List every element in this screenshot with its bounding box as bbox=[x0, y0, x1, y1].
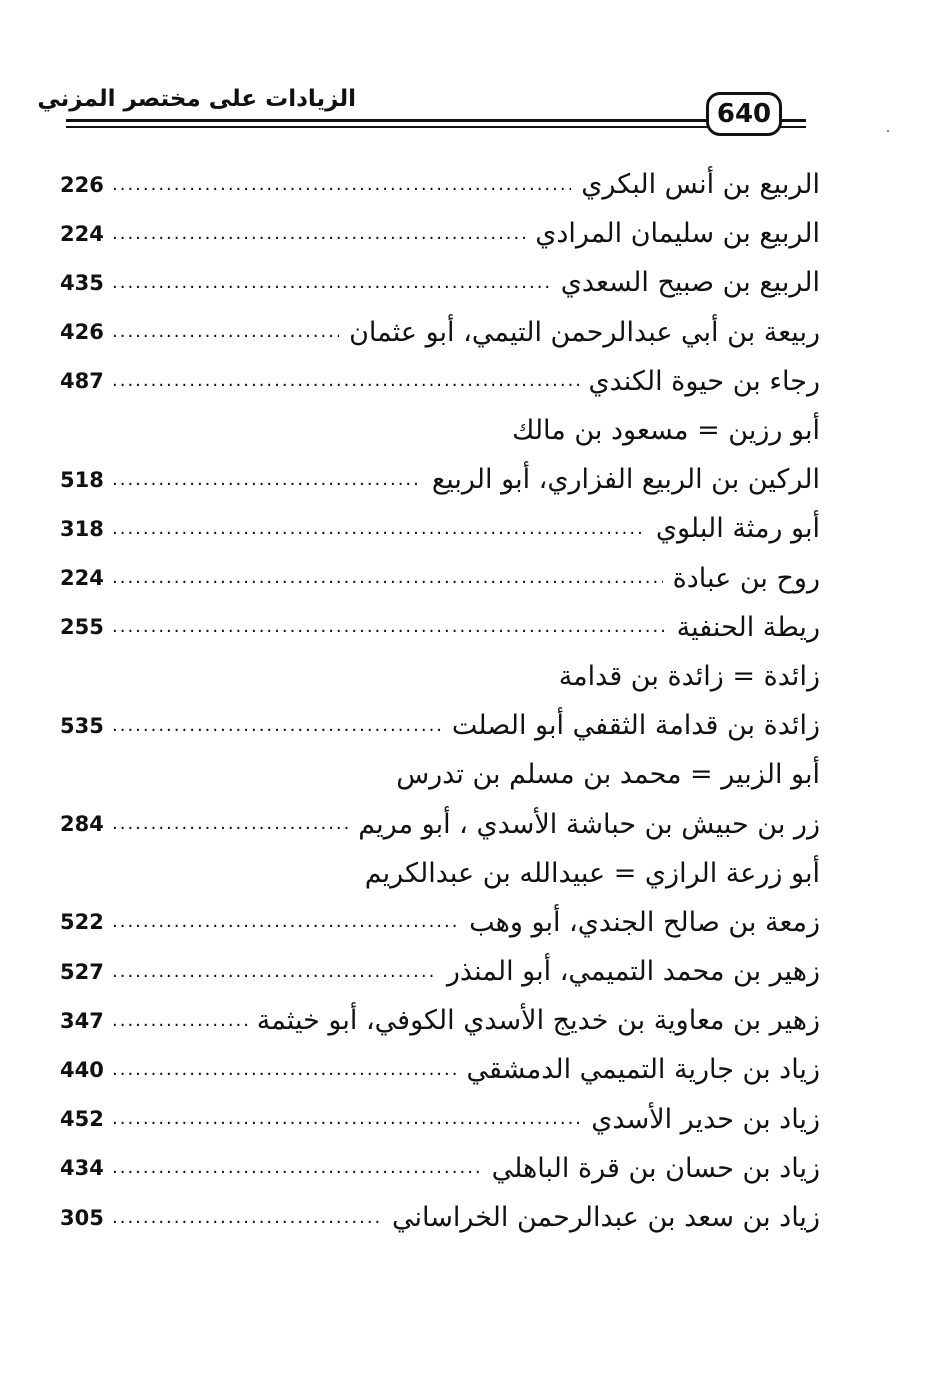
scan-speck bbox=[887, 130, 889, 132]
entry-name: زياد بن جارية التميمي الدمشقي bbox=[466, 1054, 820, 1086]
index-entry bbox=[60, 160, 820, 209]
dot-leader bbox=[112, 812, 348, 836]
dot-leader bbox=[112, 960, 437, 984]
entry-page-number: 518 bbox=[60, 467, 104, 492]
dot-leader bbox=[112, 1058, 456, 1082]
index-entry bbox=[60, 258, 820, 307]
entry-name: زياد بن حسان بن قرة الباهلي bbox=[491, 1152, 820, 1184]
entry-name: زمعة بن صالح الجندي، أبو وهب bbox=[469, 906, 820, 938]
entry-name: الربيع بن سليمان المرادي bbox=[535, 218, 820, 250]
dot-leader bbox=[112, 468, 422, 492]
index-entry bbox=[60, 701, 820, 750]
entry-page-number: 224 bbox=[60, 566, 104, 591]
entry-name: زائدة = زائدة بن قدامة bbox=[558, 660, 820, 692]
dot-leader bbox=[112, 222, 525, 246]
entry-name: أبو رزين = مسعود بن مالك bbox=[512, 415, 820, 447]
entry-name: أبو رمثة البلوي bbox=[655, 513, 820, 545]
entry-page-number: 284 bbox=[60, 812, 104, 837]
dot-leader bbox=[112, 566, 663, 590]
entry-name: ريطة الحنفية bbox=[676, 611, 820, 643]
dot-leader bbox=[112, 910, 459, 934]
entry-page-number: 527 bbox=[60, 959, 104, 984]
dot-leader bbox=[112, 320, 339, 344]
index-entry bbox=[60, 1144, 820, 1193]
entry-name: زهير بن معاوية بن خديج الأسدي الكوفي، أبو خيثمة bbox=[256, 1005, 820, 1037]
index-entry bbox=[60, 357, 820, 406]
index-entry bbox=[60, 1193, 820, 1242]
cross-reference-entry bbox=[60, 750, 820, 799]
entry-page-number: 255 bbox=[60, 615, 104, 640]
dot-leader bbox=[112, 1009, 247, 1033]
dot-leader bbox=[112, 1156, 482, 1180]
index-entry bbox=[60, 947, 820, 996]
index-entry bbox=[60, 308, 820, 357]
dot-leader bbox=[112, 1206, 382, 1230]
entry-name: زياد بن حدير الأسدي bbox=[591, 1103, 820, 1135]
index-entry bbox=[60, 455, 820, 504]
entry-page-number: 347 bbox=[60, 1008, 104, 1033]
index-entry bbox=[60, 209, 820, 258]
entry-page-number: 434 bbox=[60, 1156, 104, 1181]
entry-name: زهير بن محمد التميمي، أبو المنذر bbox=[446, 956, 820, 988]
dot-leader bbox=[112, 714, 442, 738]
entry-page-number: 435 bbox=[60, 270, 104, 295]
entry-name: زائدة بن قدامة الثقفي أبو الصلت bbox=[451, 710, 820, 742]
page-header bbox=[0, 0, 949, 135]
index-entry bbox=[60, 1095, 820, 1144]
entry-name: أبو زرعة الرازي = عبيدالله بن عبدالكريم bbox=[364, 857, 820, 889]
index-entry bbox=[60, 799, 820, 848]
dot-leader bbox=[112, 369, 579, 393]
entry-page-number: 487 bbox=[60, 369, 104, 394]
dot-leader bbox=[112, 517, 646, 541]
cross-reference-entry bbox=[60, 652, 820, 701]
entry-name: ربيعة بن أبي عبدالرحمن التيمي، أبو عثمان bbox=[349, 316, 820, 348]
index-entry bbox=[60, 1045, 820, 1094]
entry-name: أبو الزبير = محمد بن مسلم بن تدرس bbox=[396, 759, 820, 791]
entry-name: روح بن عبادة bbox=[672, 562, 820, 594]
entry-page-number: 305 bbox=[60, 1205, 104, 1230]
dot-leader bbox=[112, 615, 667, 639]
index-entry bbox=[60, 603, 820, 652]
entry-page-number: 426 bbox=[60, 320, 104, 345]
entry-page-number: 522 bbox=[60, 910, 104, 935]
entry-page-number: 452 bbox=[60, 1107, 104, 1132]
entry-page-number: 224 bbox=[60, 221, 104, 246]
entry-name: الربيع بن صبيح السعدي bbox=[560, 267, 820, 299]
running-book-title: الزيادات على مختصر المزني bbox=[37, 86, 356, 112]
header-rule-thin bbox=[66, 126, 806, 128]
index-entry bbox=[60, 554, 820, 603]
dot-leader bbox=[112, 173, 571, 197]
index-entry bbox=[60, 898, 820, 947]
index-entry-list bbox=[60, 160, 820, 1242]
entry-name: الركين بن الربيع الفزاري، أبو الربيع bbox=[431, 464, 820, 496]
index-entry bbox=[60, 996, 820, 1045]
entry-name: زر بن حبيش بن حباشة الأسدي ، أبو مريم bbox=[358, 808, 820, 840]
entry-name: زياد بن سعد بن عبدالرحمن الخراساني bbox=[391, 1202, 820, 1234]
index-entry bbox=[60, 504, 820, 553]
dot-leader bbox=[112, 271, 551, 295]
entry-page-number: 226 bbox=[60, 172, 104, 197]
page-number: 640 bbox=[706, 92, 782, 136]
dot-leader bbox=[112, 1107, 581, 1131]
cross-reference-entry bbox=[60, 849, 820, 898]
entry-page-number: 440 bbox=[60, 1057, 104, 1082]
entry-name: رجاء بن حيوة الكندي bbox=[588, 365, 820, 397]
entry-page-number: 535 bbox=[60, 713, 104, 738]
entry-name: الربيع بن أنس البكري bbox=[581, 169, 820, 201]
header-rule-thick bbox=[66, 119, 806, 122]
entry-page-number: 318 bbox=[60, 516, 104, 541]
cross-reference-entry bbox=[60, 406, 820, 455]
